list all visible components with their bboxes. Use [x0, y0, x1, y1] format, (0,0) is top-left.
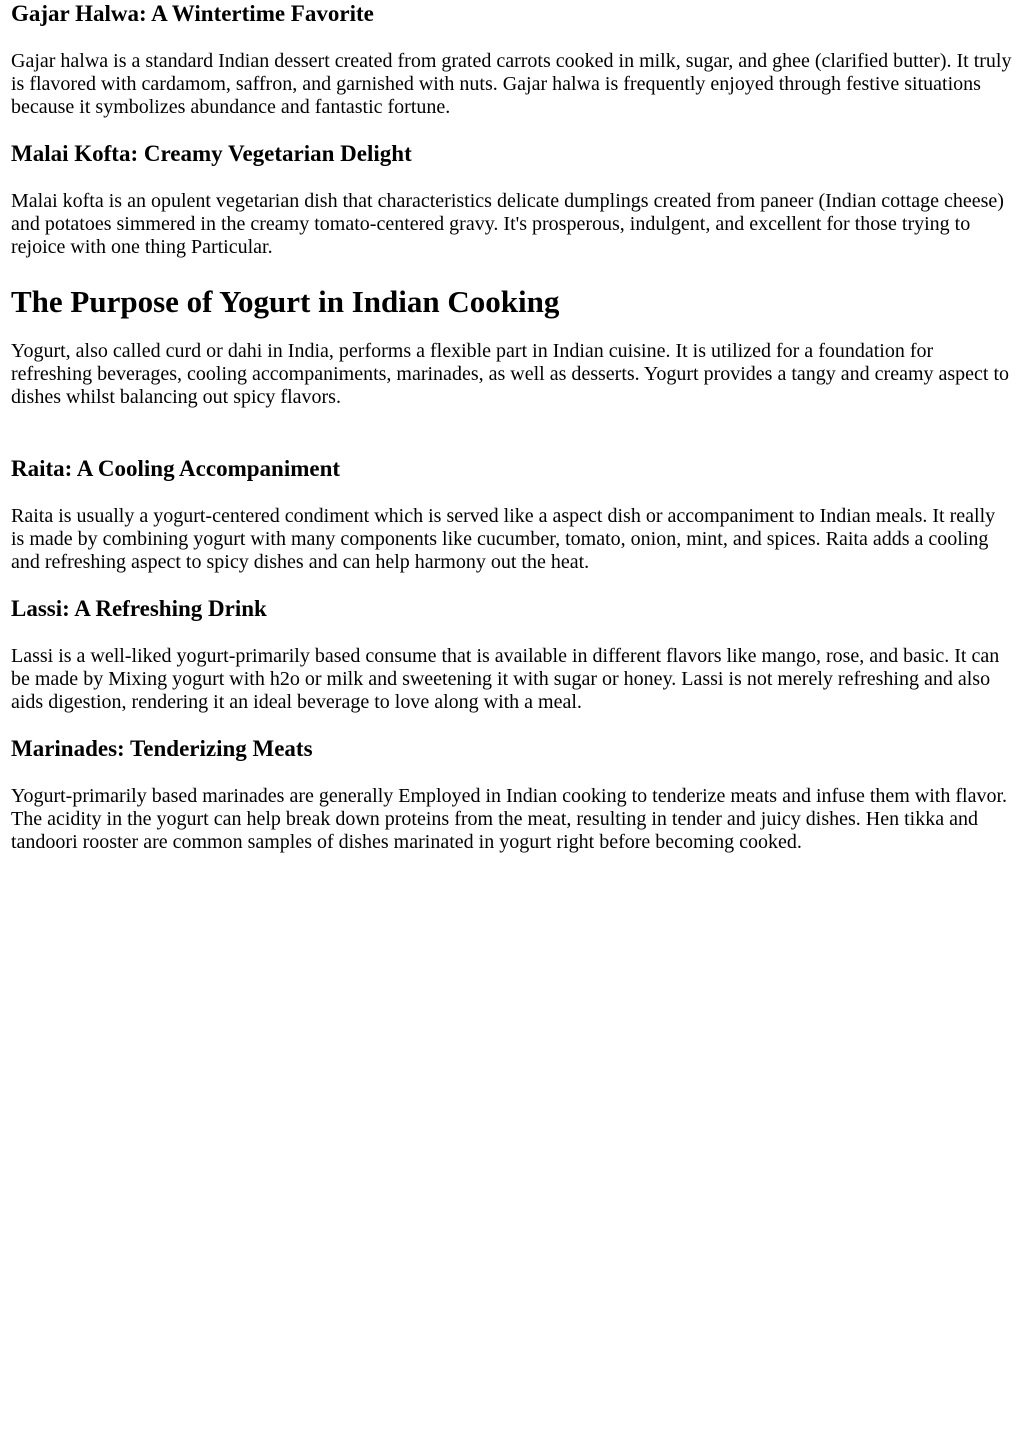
section-heading-marinades: Marinades: Tenderizing Meats — [11, 736, 313, 761]
section-body-malai-kofta: Malai kofta is an opulent vegetarian dish that characteristics delicate dumplings created from paneer (Indian cottage cheese) and potatoes simmered in the creamy tomato-centered gravy. It's prosperous, indulgent, and excellent for those trying to rejoice with one thing Particular. — [11, 190, 1004, 258]
section-body-marinades: Yogurt-primarily based marinades are generally Employed in Indian cooking to tenderize meats and infuse them with flavor. The acidity in the yogurt can help break down proteins from the meat, resulting in tender and juicy dishes. Hen tikka and tandoori rooster are common samples of dishes marinated in yogurt right before becoming cooked. — [11, 785, 1008, 853]
section-body-lassi: Lassi is a well-liked yogurt-primarily based consume that is available in different flavors like mango, rose, and basic. It can be made by Mixing yogurt with h2o or milk and sweetening it with sugar or honey. Lassi is not merely refreshing and also aids digestion, rendering it an ideal beverage to love along with a meal. — [11, 645, 1000, 713]
section-body-gajar-halwa: Gajar halwa is a standard Indian dessert created from grated carrots cooked in milk, sugar, and ghee (clarified butter). It truly is flavored with cardamom, saffron, and garnished with nuts. Gajar halwa is frequently enjoyed through festive situations because it symbolizes abundance and fantastic fortune. — [11, 50, 1012, 118]
section-heading-yogurt: The Purpose of Yogurt in Indian Cooking — [11, 284, 560, 319]
section-heading-raita: Raita: A Cooling Accompaniment — [11, 456, 341, 481]
section-body-raita: Raita is usually a yogurt-centered condiment which is served like a aspect dish or accompaniment to Indian meals. It really is made by combining yogurt with many components like cucumber, tomato, onion, mint, and spices. Raita adds a cooling and refreshing aspect to spicy dishes and can help harmony out the heat. — [11, 505, 996, 573]
section-heading-lassi: Lassi: A Refreshing Drink — [11, 596, 267, 621]
section-body-yogurt: Yogurt, also called curd or dahi in India, performs a flexible part in Indian cuisine. It is utilized for a foundation for refreshing beverages, cooling accompaniments, marinades, as well as desserts. Yogurt provides a tangy and creamy aspect to dishes whilst balancing out spicy flavors. — [11, 340, 1010, 408]
section-heading-gajar-halwa: Gajar Halwa: A Wintertime Favorite — [11, 1, 374, 26]
section-heading-malai-kofta: Malai Kofta: Creamy Vegetarian Delight — [11, 141, 412, 166]
